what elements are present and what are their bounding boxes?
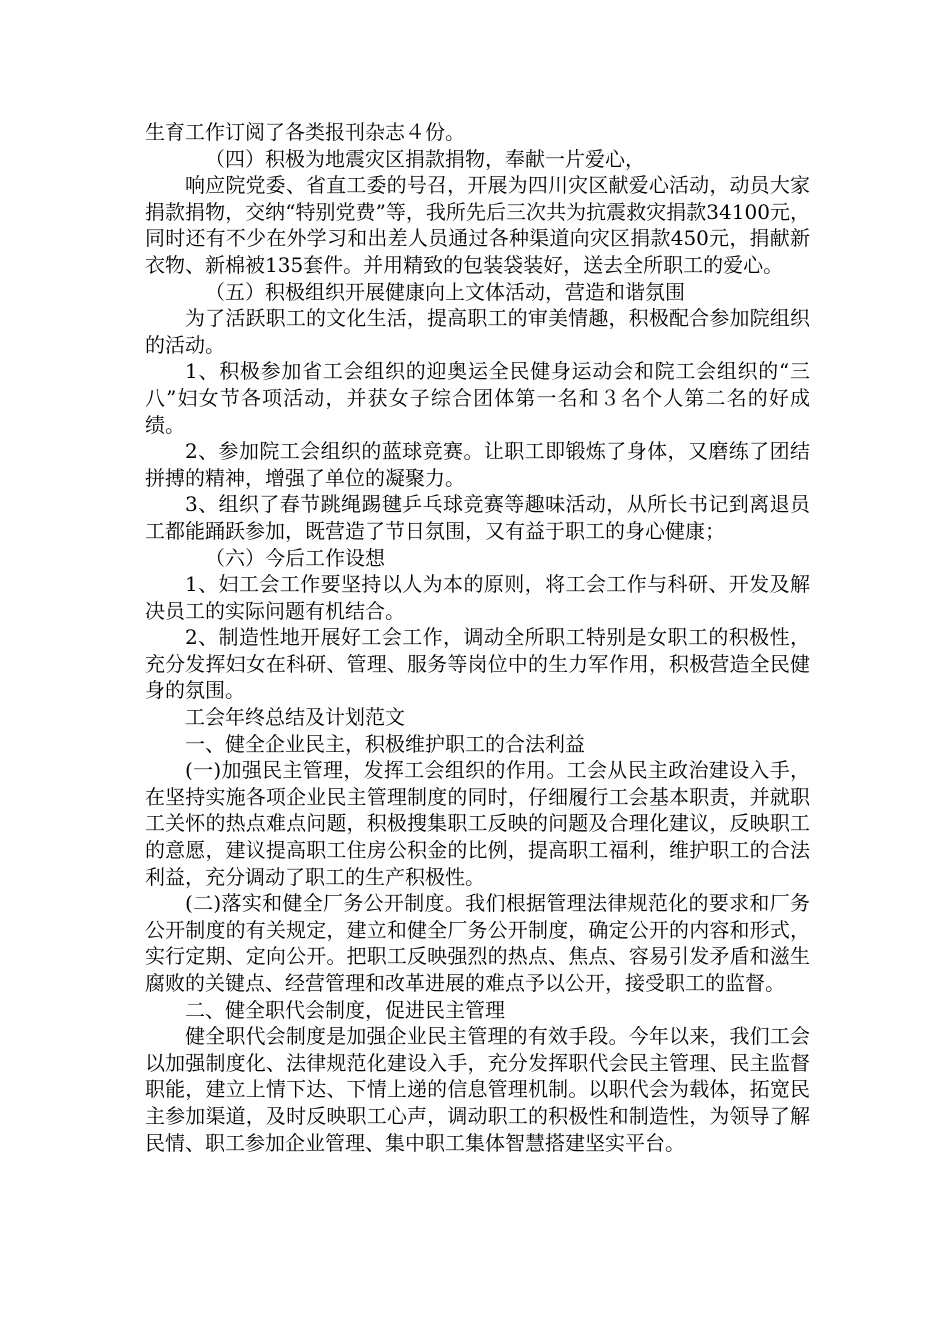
heading-enterprise-democracy: 一、健全企业民主，积极维护职工的合法利益 bbox=[185, 731, 585, 756]
paragraph-democratic-management: (一)加强民主管理，发挥工会组织的作用。工会从民主政治建设入手，在坚持实施各项企业民主管理制度的同时，仔细履行工会基本职责，并就职工关怀的热点难点问题，积极搜集职工反映的问题及合理化建议，反映职工的意愿，建议提高职工住房公积金的比例，提高职工福利，维护职工的合法利益，充分调动了职工的生产积极性。 bbox=[145, 758, 810, 889]
paragraph-workers-congress: 健全职代会制度是加强企业民主管理的有效手段。今年以来，我们工会以加强制度化、法律规范化建设入手，充分发挥职代会民主管理、民主监督职能，建立上情下达、下情上递的信息管理机制。以职代会为载体，拓宽民主参加渠道，及时反映职工心声，调动职工的积极性和制造性，为领导了解民情、职工参加企业管理、集中职工集体智慧搭建坚实平台。 bbox=[145, 1024, 810, 1155]
heading-earthquake-donation: （四）积极为地震灾区捐款捐物，奉献一片爱心， bbox=[205, 146, 645, 171]
list-item-fitness-games: 1、积极参加省工会组织的迎奥运全民健身运动会和院工会组织的“三八”妇女节各项活动，并获女子综合团体第一名和３名个人第二名的好成绩。 bbox=[145, 359, 810, 437]
paragraph-birth-work-magazines: 生育工作订阅了各类报刊杂志４份。 bbox=[145, 120, 465, 144]
list-item-basketball: 2、参加院工会组织的蓝球竞赛。让职工即锻炼了身体，又磨练了团结拼搏的精神，增强了单位的凝聚力。 bbox=[145, 439, 810, 490]
heading-future-plans: （六）今后工作设想 bbox=[205, 545, 385, 570]
document-body bbox=[145, 119, 810, 1156]
list-item-women-workers: 2、制造性地开展好工会工作，调动全所职工特别是女职工的积极性，充分发挥妇女在科研、管理、服务等岗位中的生力军作用，积极营造全民健身的氛围。 bbox=[145, 625, 810, 703]
heading-cultural-sports-activities: （五）积极组织开展健康向上文体活动，营造和谐氛围 bbox=[205, 279, 685, 304]
paragraph-factory-affairs-disclosure: (二)落实和健全厂务公开制度。我们根据管理法律规范化的要求和厂务公开制度的有关规定，建立和健全厂务公开制度，确定公开的内容和形式，实行定期、定向公开。把职工反映强烈的热点、焦点、容易引发矛盾和滋生腐败的关键点、经营管理和改革进展的难点予以公开，接受职工的监督。 bbox=[145, 891, 810, 995]
paragraph-cultural-life: 为了活跃职工的文化生活，提高职工的审美情趣，积极配合参加院组织的活动。 bbox=[145, 306, 810, 357]
section-title-annual-summary: 工会年终总结及计划范文 bbox=[185, 705, 405, 730]
heading-workers-congress: 二、健全职代会制度，促进民主管理 bbox=[185, 997, 505, 1022]
list-item-spring-festival-games: 3、组织了春节跳绳踢毽乒乓球竞赛等趣味活动，从所长书记到离退员工都能踊跃参加，既营造了节日氛围，又有益于职工的身心健康； bbox=[145, 492, 810, 543]
list-item-people-oriented: 1、妇工会工作要坚持以人为本的原则，将工会工作与科研、开发及解决员工的实际问题有机结合。 bbox=[145, 572, 810, 623]
paragraph-earthquake-donation: 响应院党委、省直工委的号召，开展为四川灾区献爱心活动，动员大家捐款捐物，交纳“特别党费”等，我所先后三次共为抗震救灾捐款34100元，同时还有不少在外学习和出差人员通过各种渠道向灾区捐款450元，捐献新衣物、新棉被135套件。并用精致的包装袋装好，送去全所职工的爱心。 bbox=[145, 173, 810, 277]
